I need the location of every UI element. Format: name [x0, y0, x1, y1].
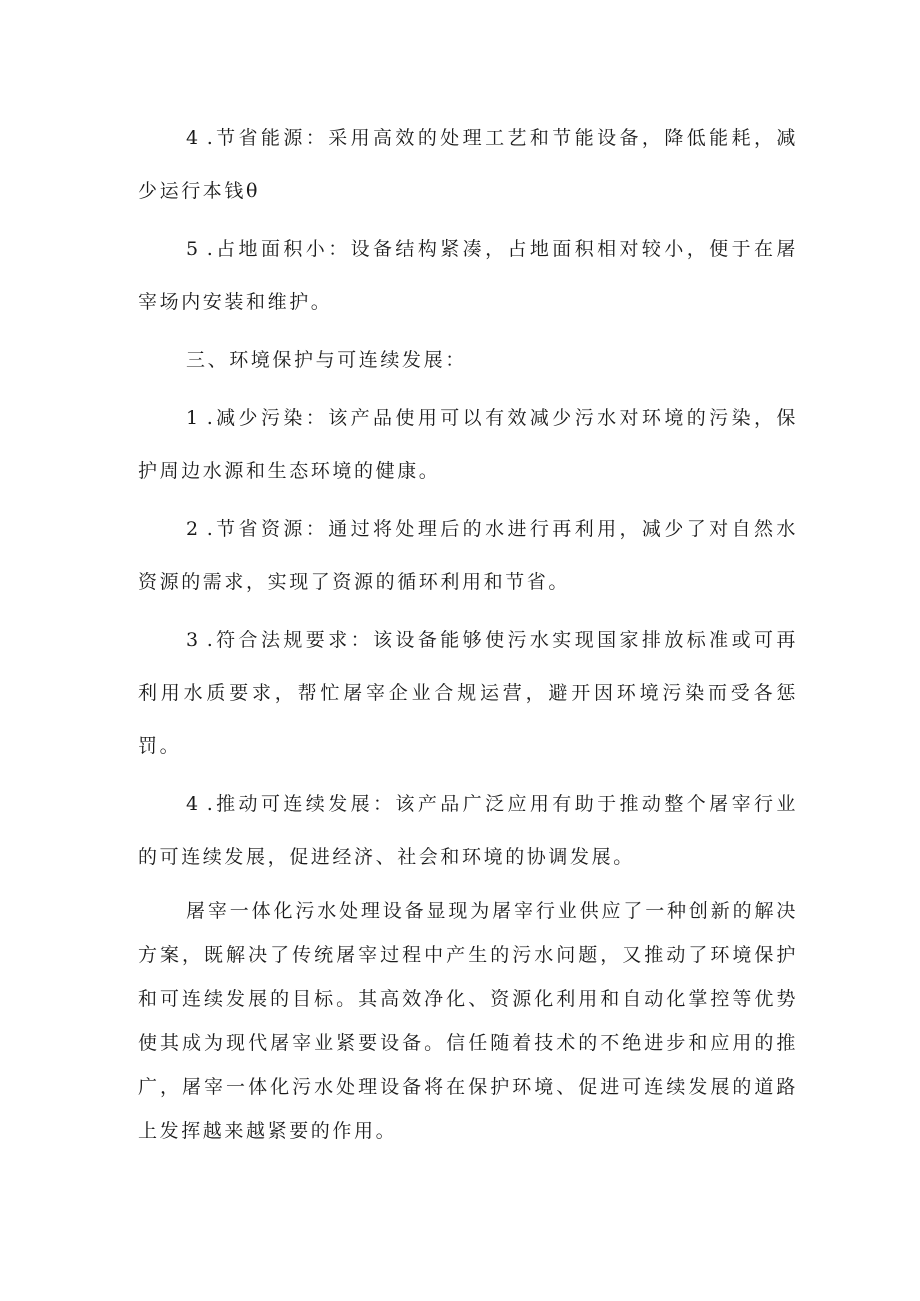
document-body — [138, 112, 798, 1153]
list-item-number: 4 — [186, 127, 201, 149]
list-item-reduce-pollution — [138, 392, 798, 498]
list-item-text: .占地面积小：设备结构紧凑，占地面积相对较小，便于在屠宰场内安装和维护。 — [138, 238, 798, 313]
list-item-number: 5 — [186, 238, 201, 260]
list-item-number: 3 — [186, 629, 201, 651]
list-item-text: .符合法规要求：该设备能够使污水实现国家排放标准或可再利用水质要求，帮忙屠宰企业合规运营，避开因环境污染而受各惩罚。 — [138, 629, 798, 757]
list-item-text: .减少污染：该产品使用可以有效减少污水对环境的污染，保护周边水源和生态环境的健康。 — [138, 407, 798, 482]
list-item-number: 1 — [186, 407, 201, 429]
list-item-energy-saving — [138, 112, 798, 218]
list-item-number: 4 — [186, 793, 201, 815]
section-heading: 三、环境保护与可连续发展： — [186, 349, 467, 371]
list-item-text: .节省能源：采用高效的处理工艺和节能设备，降低能耗，减少运行本钱θ — [138, 127, 798, 202]
list-item-save-resources — [138, 503, 798, 609]
conclusion-paragraph: 屠宰一体化污水处理设备显现为屠宰行业供应了一种创新的解决方案，既解决了传统屠宰过程中产生的污水问题，又推动了环境保护和可连续发展的目标。其高效净化、资源化利用和自动化掌控等优势使其成为现代屠宰业紧要设备。信任随着技术的不绝进步和应用的推广，屠宰一体化污水处理设备将在保护环境、促进可连续发展的道路上发挥越来越紧要的作用。 — [138, 900, 798, 1142]
list-item-small-footprint — [138, 223, 798, 329]
list-item-number: 2 — [186, 518, 201, 540]
list-item-sustainable-development — [138, 778, 798, 884]
list-item-text: .节省资源：通过将处理后的水进行再利用，减少了对自然水资源的需求，实现了资源的循环利用和节省。 — [138, 518, 798, 593]
list-item-text: .推动可连续发展：该产品广泛应用有助于推动整个屠宰行业的可连续发展，促进经济、社会和环境的协调发展。 — [138, 793, 798, 868]
list-item-compliance — [138, 614, 798, 773]
